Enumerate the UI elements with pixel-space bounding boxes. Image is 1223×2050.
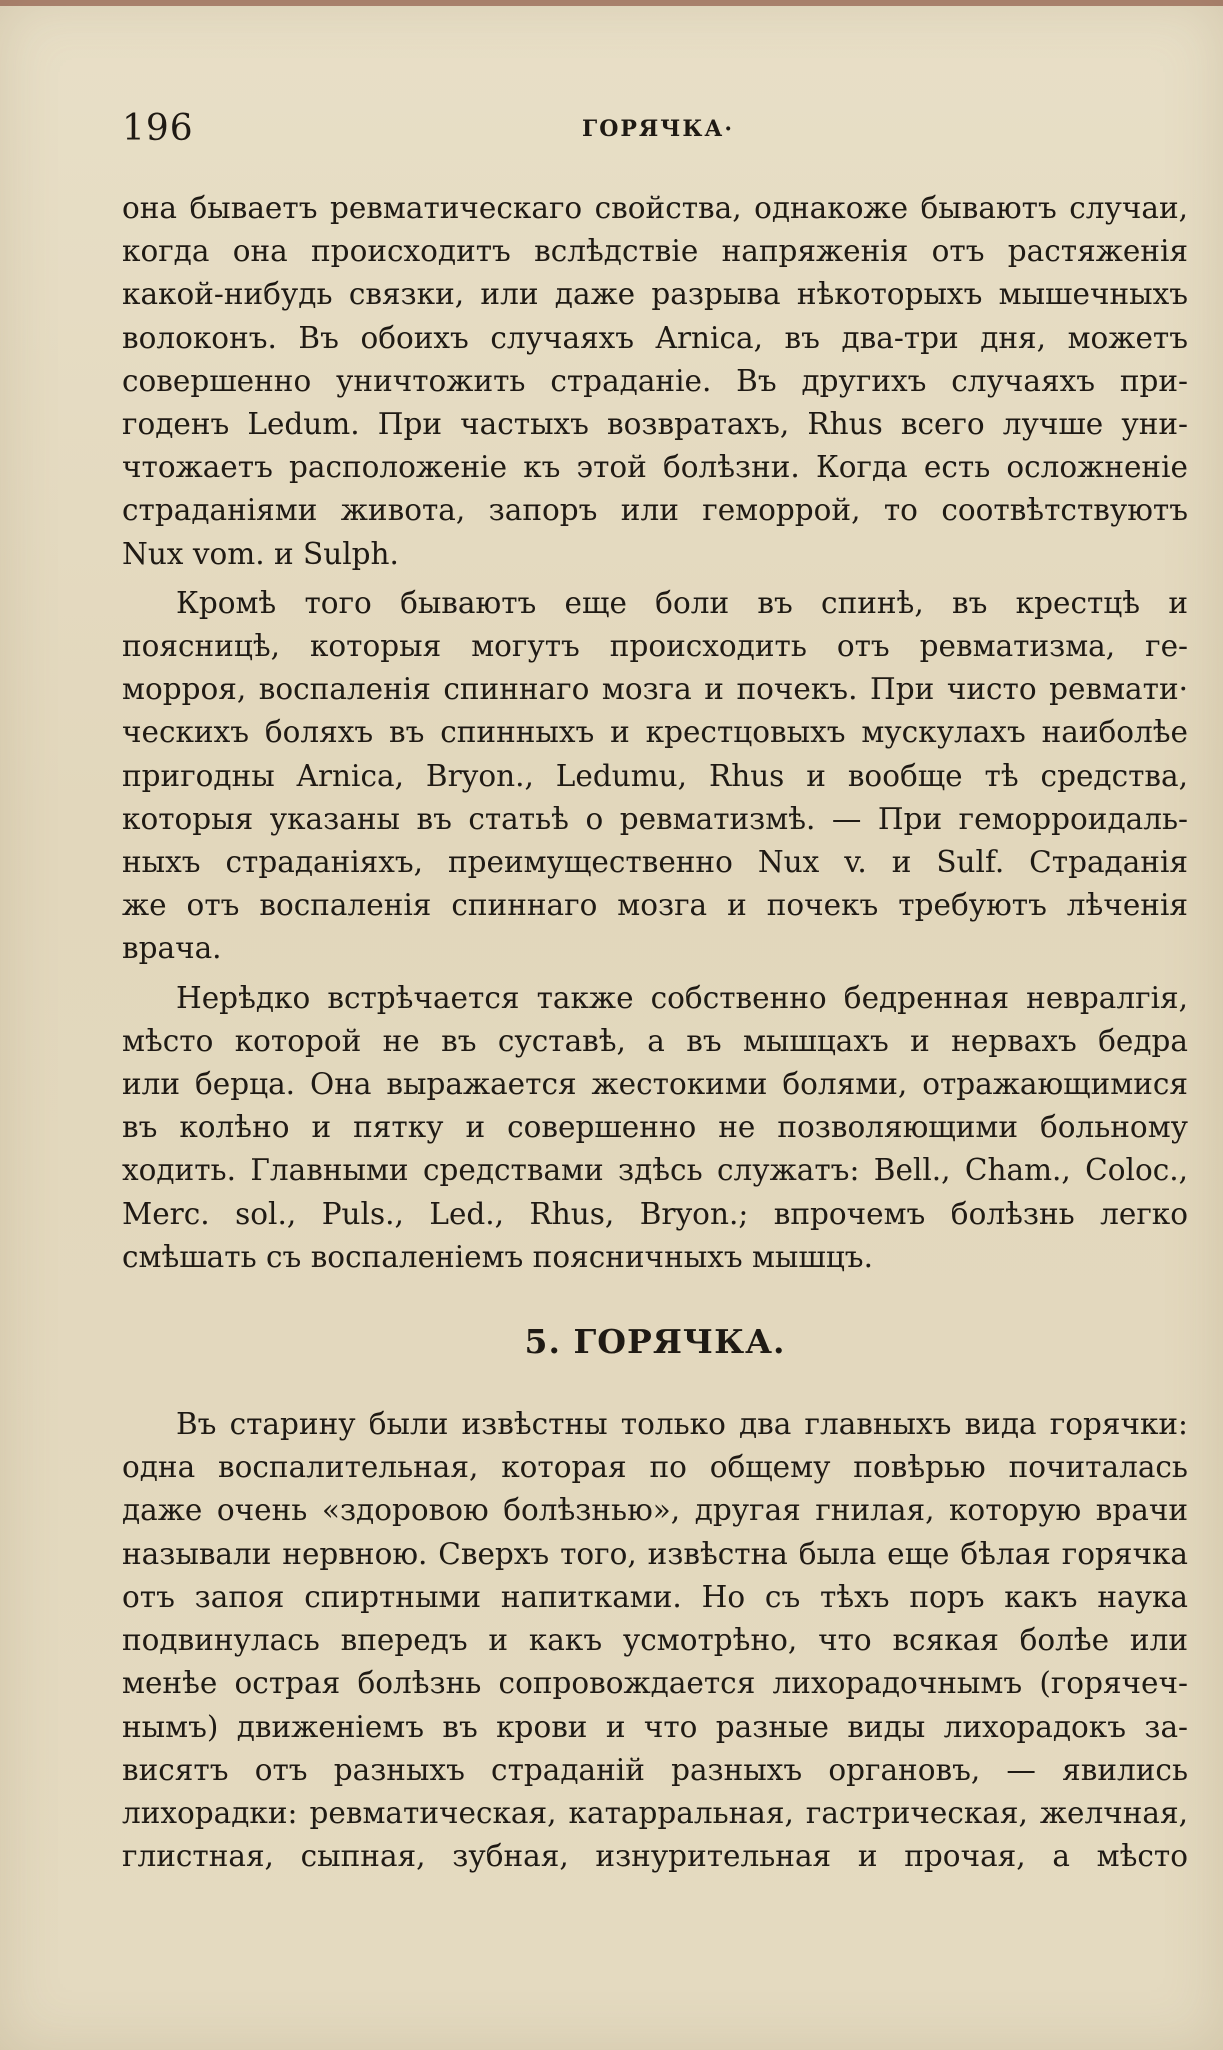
text-line: отъ запоя спиртными напитками. Но съ тѣхъ поръ какъ наука [122,1579,1188,1614]
text-line: висятъ отъ разныхъ страданій разныхъ органовъ, — явились [122,1752,1188,1787]
text-line: въ колѣно и пятку и совершенно не позволяющими больному [122,1110,1188,1145]
text-line: Нерѣдко встрѣчается также собственно бедренная невралгія, [176,980,1188,1015]
text-line: ческихъ боляхъ въ спинныхъ и крестцовыхъ мускулахъ наиболѣе [122,715,1188,750]
text-line: пригодны Arnica, Bryon., Ledumu, Rhus и вообще тѣ средства, [122,758,1188,793]
text-line: когда она происходитъ вслѣдствіе напряженія отъ растяженія [122,234,1188,269]
text-line: страданіями живота, запоръ или геморрой, то соотвѣтствуютъ [122,493,1188,528]
text-line: или берца. Она выражается жестокими болями, отражающимися [122,1067,1188,1102]
text-line: поясницѣ, которыя могутъ происходить отъ ревматизма, ге- [122,629,1188,664]
text-line: совершенно уничтожить страданіе. Въ другихъ случаяхъ при- [122,363,1188,398]
text-line: Merc. sol., Puls., Led., Rhus, Bryon.; впрочемъ болѣзнь легко [122,1196,1188,1231]
text-line: подвинулась впередъ и какъ усмотрѣно, что всякая болѣе или [122,1623,1188,1658]
text-line: ходить. Главными средствами здѣсь служатъ: Bell., Cham., Coloc., [122,1153,1188,1188]
text-line: ныхъ страданіяхъ, преимущественно Nux v. и Sulf. Страданія [122,845,1188,880]
text-line: она бываетъ ревматическаго свойства, однакоже бываютъ случаи, [122,191,1188,225]
text-line: врача. [122,931,222,966]
text-line: волоконъ. Въ обоихъ случаяхъ Arnica, въ два-три дня, можетъ [122,320,1188,355]
text-line: морроя, воспаленія спиннаго мозга и почекъ. При чисто ревмати· [122,672,1188,707]
text-line: которыя указаны въ статьѣ о ревматизмѣ. — При геморроидаль- [122,801,1188,836]
text-line: же отъ воспаленія спиннаго мозга и почекъ требуютъ лѣченія [122,888,1188,923]
text-line: даже очень «здоровою болѣзнью», другая гнилая, которую врачи [122,1493,1188,1528]
page-number: 196 [122,108,194,149]
text-line: Кромѣ того бываютъ еще боли въ спинѣ, въ крестцѣ и [176,585,1188,620]
paragraph-3 [122,977,1188,1279]
section-title: 5. ГОРЯЧКА. [524,1322,786,1362]
paragraph-2 [122,582,1188,971]
paragraph-1 [122,187,1188,576]
text-line: нымъ) движеніемъ въ крови и что разные виды лихорадокъ за- [122,1709,1188,1744]
page-body [122,187,1188,1878]
text-line: глистная, сыпная, зубная, изнурительная и прочая, а мѣсто [122,1839,1188,1874]
running-head: ГОРЯЧКА· [582,116,734,142]
page-top-edge [0,0,1223,6]
text-line: какой-нибудь связки, или даже разрыва нѣкоторыхъ мышечныхъ [122,277,1188,312]
page-header [122,100,1188,160]
text-line: одна воспалительная, которая по общему повѣрью почиталась [122,1450,1188,1485]
text-line: Въ старину были извѣстны только два главныхъ вида горячки: [176,1407,1188,1442]
text-line: менѣе острая болѣзнь сопровождается лихорадочнымъ (горячеч- [122,1666,1188,1701]
text-line: чтожаетъ расположеніе къ этой болѣзни. Когда есть осложненіе [122,450,1188,485]
text-line: называли нервною. Сверхъ того, извѣстна была еще бѣлая горячка [122,1536,1188,1571]
text-line: лихорадки: ревматическая, катарральная, гастрическая, желчная, [122,1795,1188,1830]
text-line: Nux vom. и Sulph. [122,536,399,571]
text-line: годенъ Ledum. При частыхъ возвратахъ, Rhus всего лучше уни- [122,407,1188,442]
text-line: мѣсто которой не въ суставѣ, а въ мышцахъ и нервахъ бедра [122,1023,1188,1058]
section-paragraph-1 [122,1403,1188,1878]
text-line: смѣшать съ воспаленіемъ поясничныхъ мышцъ. [122,1239,873,1274]
